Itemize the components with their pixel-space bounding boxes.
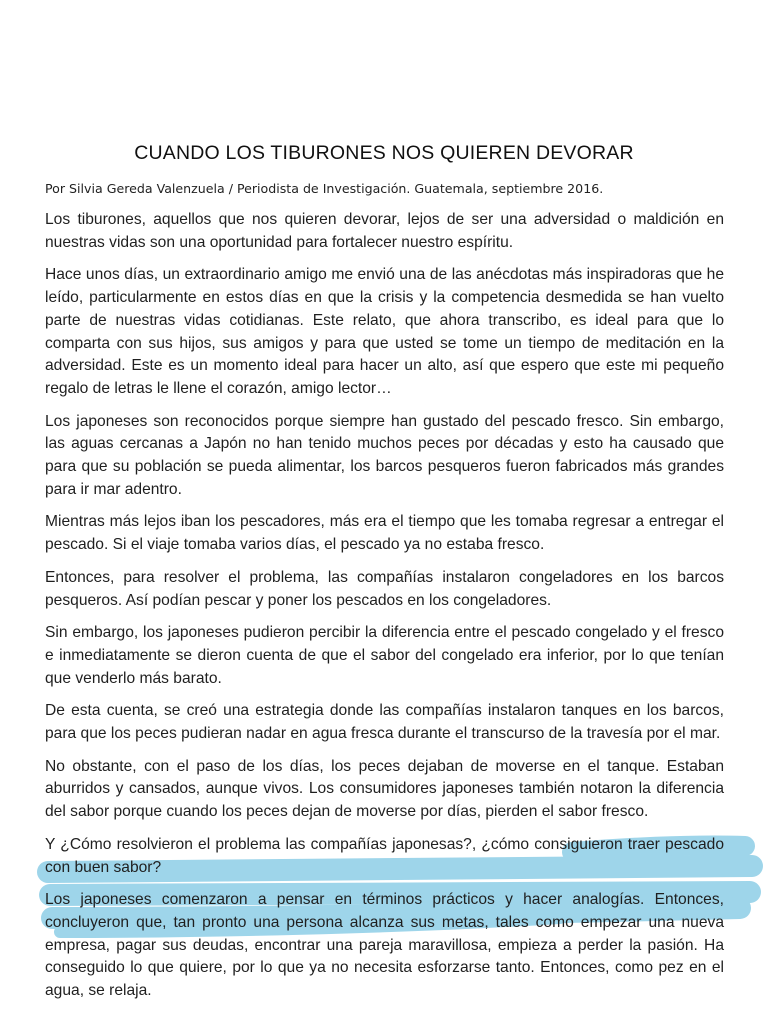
document-byline: Por Silvia Gereda Valenzuela / Periodista de Investigación. Guatemala, septiembre 2016. (45, 181, 604, 196)
paragraph: Hace unos días, un extraordinario amigo me envió una de las anécdotas más inspiradoras que he leído, particularmente en estos días en que la crisis y la competencia desmedida se han vuelto parte de nuestras vidas cotidianas. Este relato, que ahora transcribo, es ideal para que lo comparta con sus hijos, sus amigos y para que usted se tome un tiempo de meditación en la adversidad. Este es un momento ideal para hacer un alto, así que espero que este mi pequeño regalo de letras le llene el corazón, amigo lector… (45, 266, 724, 397)
document-title: CUANDO LOS TIBURONES NOS QUIEREN DEVORAR (134, 142, 634, 164)
paragraph: Los tiburones, aquellos que nos quieren devorar, lejos de ser una adversidad o maldición en nuestras vidas son una oportunidad para fortalecer nuestro espíritu. (45, 211, 724, 251)
paragraph-highlighted: Los japoneses comenzaron a pensar en términos prácticos y hacer analogías. Entonces, concluyeron que, tan pronto una persona alcanza sus metas, tales como empezar una nueva empresa, pagar sus deudas, encontrar una pareja maravillosa, empieza a perder la pasión. Ha conseguido lo que quiere, por lo que ya no necesita esforzarse tanto. Entonces, como pez en el agua, se relaja. (45, 891, 724, 1000)
paragraph: De esta cuenta, se creó una estrategia donde las compañías instalaron tanques en los barcos, para que los peces pudieran nadar en agua fresca durante el transcurso de la travesía por el mar. (45, 702, 724, 743)
paragraph: Sin embargo, los japoneses pudieron percibir la diferencia entre el pescado congelado y el fresco e inmediatamente se dieron cuenta de que el sabor del congelado era inferior, por lo que tenían que venderlo más barato. (45, 624, 724, 687)
paragraph: Mientras más lejos iban los pescadores, más era el tiempo que les tomaba regresar a entregar el pescado. Si el viaje tomaba varios días, el pescado ya no estaba fresco. (45, 513, 724, 554)
document-body (45, 209, 724, 1013)
paragraph: No obstante, con el paso de los días, los peces dejaban de moverse en el tanque. Estaban aburridos y cansados, aunque vivos. Los consumidores japoneses también notaron la diferencia del sabor porque cuando los peces dejan de moverse por días, pierden el sabor fresco. (45, 757, 724, 821)
paragraph: Entonces, para resolver el problema, las compañías instalaron congeladores en los barcos pesqueros. Así podían pescar y poner los pescados en los congeladores. (45, 568, 724, 609)
paragraph: Y ¿Cómo resolvieron el problema las compañías japonesas?, ¿cómo consiguieron traer pescado con buen sabor? (45, 835, 724, 876)
paragraph: Los japoneses son reconocidos porque siempre han gustado del pescado fresco. Sin embargo, las aguas cercanas a Japón no han tenido muchos peces por décadas y esto ha causado que para que su población se pueda alimentar, los barcos pesqueros fueron fabricados más grandes para ir mar adentro. (45, 412, 724, 498)
